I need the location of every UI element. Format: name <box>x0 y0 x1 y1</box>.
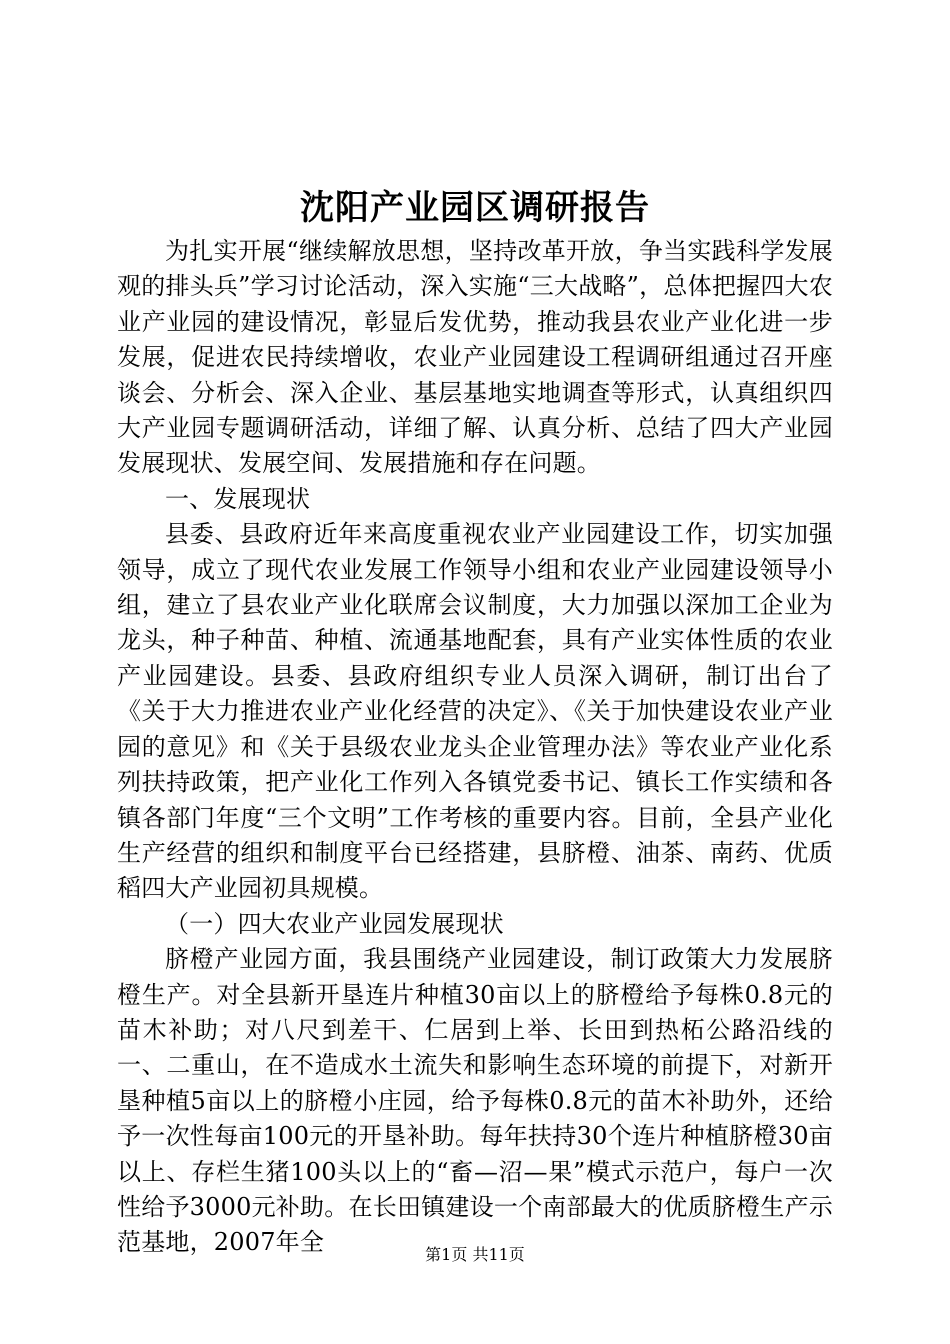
page-footer: 第1页 共11页 <box>425 1245 525 1264</box>
body-paragraph: 县委、县政府近年来高度重视农业产业园建设工作，切实加强领导，成立了现代农业发展工作领导小组和农业产业园建设领导小组，建立了县农业产业化联席会议制度，大力加强以深加工企业为龙头，种子种苗、种植、流通基地配套，具有产业实体性质的农业产业园建设。县委、县政府组织专业人员深入调研，制订出台了《关于大力推进农业产业化经营的决定》、《关于加快建设农业产业园的意见》和《关于县级农业龙头企业管理办法》等农业产业化系列扶持政策，把产业化工作列入各镇党委书记、镇长工作实绩和各镇各部门年度“三个文明”工作考核的重要内容。目前，全县产业化生产经营的组织和制度平台已经搭建，县脐橙、油茶、南药、优质稻四大产业园初具规模。 <box>117 520 833 903</box>
document-body <box>117 234 833 1261</box>
body-paragraph: 脐橙产业园方面，我县围绕产业园建设，制订政策大力发展脐橙生产。对全县新开垦连片种植30亩以上的脐橙给予每株0.8元的苗木补助；对八尺到差干、仁居到上举、长田到热柘公路沿线的一、二重山，在不造成水土流失和影响生态环境的前提下，对新开垦种植5亩以上的脐橙小庄园，给予每株0.8元的苗木补助外，还给予一次性每亩100元的开垦补助。每年扶持30个连片种植脐橙30亩以上、存栏生猪100头以上的“畜—沼—果”模式示范户，每户一次性给予3000元补助。在长田镇建设一个南部最大的优质脐橙生产示范基地，2007年全 <box>117 945 833 1257</box>
section-heading: 一、发展现状 <box>165 484 311 513</box>
subsection-heading: （一）四大农业产业园发展现状 <box>165 909 504 938</box>
intro-paragraph: 为扎实开展“继续解放思想，坚持改革开放，争当实践科学发展观的排头兵”学习讨论活动，深入实施“三大战略”，总体把握四大农业产业园的建设情况，彰显后发优势，推动我县农业产业化进一步发展，促进农民持续增收，农业产业园建设工程调研组通过召开座谈会、分析会、深入企业、基层基地实地调查等形式，认真组织四大产业园专题调研活动，详细了解、认真分析、总结了四大产业园发展现状、发展空间、发展措施和存在问题。 <box>117 237 833 478</box>
document-title: 沈阳产业园区调研报告 <box>300 188 650 228</box>
